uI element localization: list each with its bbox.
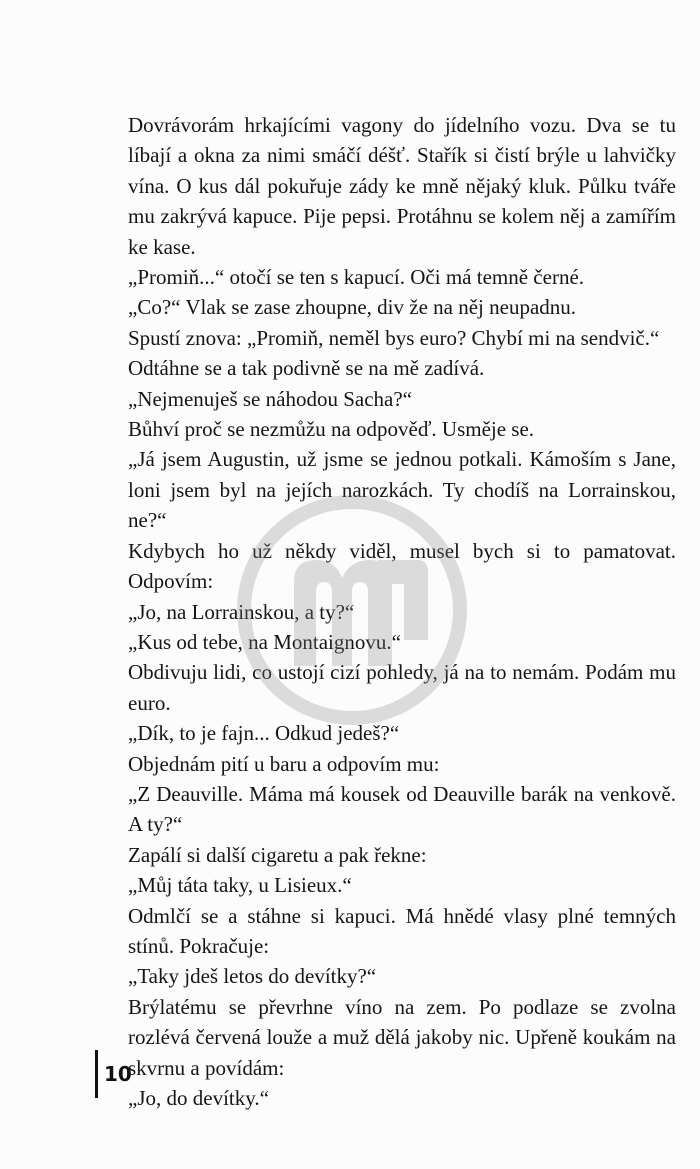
paragraph: „Dík, to je fajn... Odkud jedeš?“ xyxy=(128,721,400,746)
paragraph: Kdybych ho už někdy viděl, musel bych si to pamatovat. Odpovím: xyxy=(128,538,676,594)
paragraph: „Jo, do devítky.“ xyxy=(128,1086,269,1110)
paragraph: Odmlčí se a stáhne si kapuci. Má hnědé vlasy plné temných stínů. Pokračuje: xyxy=(128,903,676,958)
folio-divider xyxy=(95,1050,98,1098)
body-text xyxy=(128,110,676,1113)
paragraph: „Kus od tebe, na Montaignovu.“ xyxy=(128,629,401,654)
page-number: 10 xyxy=(104,1062,132,1086)
paragraph: Odtáhne se a tak podivně se na mě zadívá. xyxy=(128,356,485,381)
paragraph: „Já jsem Augustin, už jsme se jednou potkali. Kámoším s Jane, loni jsem byl na jejích narozkách. Ty chodíš na Lorrainskou, ne?“ xyxy=(128,447,676,533)
paragraph: „Jo, na Lorrainskou, a ty?“ xyxy=(128,599,355,624)
paragraph: Dovrávorám hrkajícími vagony do jídelního vozu. Dva se tu líbají a okna za nimi smáčí déšť. Stařík si čistí brýle u lahvičky vína. O kus dál pokuřuje zády ke mně nějaký kluk. Půlku tváře mu zakrývá kapuce. Pije pepsi. Protáhnu se kolem něj a zamířím ke kase. xyxy=(128,113,676,259)
paragraph: Objednám pití u baru a odpovím mu: xyxy=(128,751,440,776)
paragraph: „Nejmenuješ se náhodou Sacha?“ xyxy=(128,386,412,411)
paragraph: „Taky jdeš letos do devítky?“ xyxy=(128,964,377,989)
paragraph: „Můj táta taky, u Lisieux.“ xyxy=(128,873,352,898)
paragraph: „Z Deauville. Máma má kousek od Deauville barák na venkově. A ty?“ xyxy=(128,781,676,837)
paragraph: Obdivuju lidi, co ustojí cizí pohledy, já na to nemám. Podám mu euro. xyxy=(128,660,676,715)
page-footer xyxy=(95,1050,132,1098)
paragraph: „Co?“ Vlak se zase zhoupne, div že na něj neupadnu. xyxy=(128,295,577,320)
paragraph: Brýlatému se převrhne víno na zem. Po podlaze se zvolna rozlévá červená louže a muž dělá jakoby nic. Upřeně koukám na skvrnu a povídám: xyxy=(128,994,676,1080)
paragraph: Zapálí si další cigaretu a pak řekne: xyxy=(128,842,427,867)
paragraph: „Promiň...“ otočí se ten s kapucí. Oči má temně černé. xyxy=(128,265,585,290)
paragraph: Spustí znova: „Promiň, neměl bys euro? Chybí mi na sendvič.“ xyxy=(128,325,660,350)
paragraph: Bůhví proč se nezmůžu na odpověď. Usměje se. xyxy=(128,417,535,442)
